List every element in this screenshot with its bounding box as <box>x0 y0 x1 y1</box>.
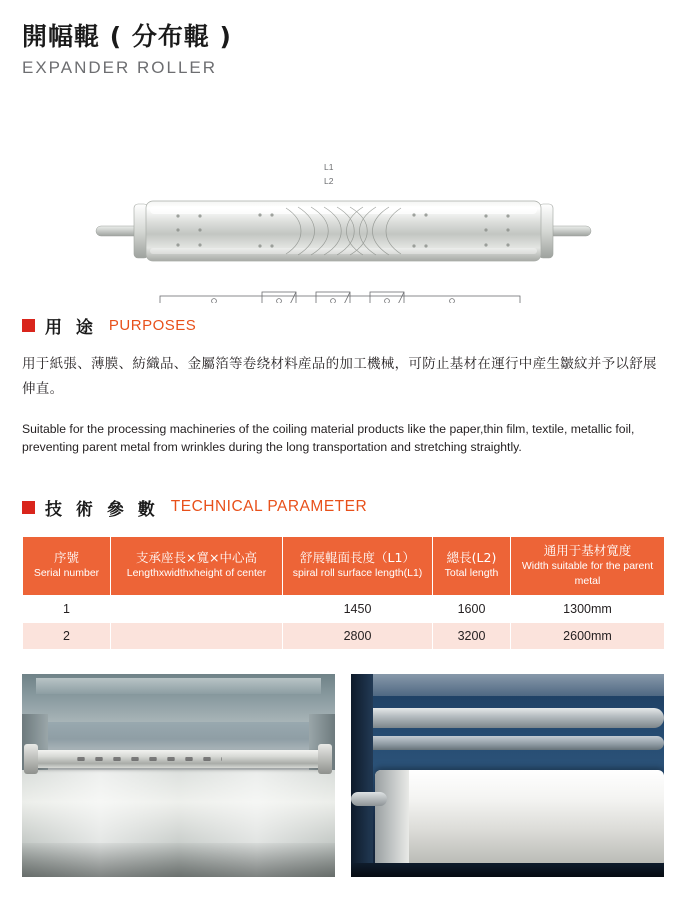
cell-r1-c3: 3200 <box>433 622 511 649</box>
table-header-cell-2 <box>283 536 433 595</box>
red-square-bullet-icon-2 <box>22 501 35 514</box>
cell-r1-c4: 2600mm <box>511 622 665 649</box>
photo2-light-strip <box>351 674 664 696</box>
technical-heading-en: TECHNICAL PARAMETER <box>170 498 368 516</box>
purposes-body-en-line2: preventing parent metal from wrinkles during the long transportation and stretching straightly. <box>22 440 522 455</box>
cell-r0-c1 <box>111 595 283 622</box>
page-title-en: EXPANDER ROLLER <box>22 58 218 77</box>
photo-film-roll-on-machine <box>351 674 664 877</box>
photo2-film-roll <box>375 770 664 866</box>
header-cn-2: 舒展輥面長度（L1） <box>300 549 415 565</box>
cell-r0-c4: 1300mm <box>511 595 665 622</box>
schematic-holes <box>212 299 455 303</box>
header-en-4: Width suitable for the parent metal <box>521 560 654 587</box>
photo-expander-roller-on-metallic-web <box>22 674 335 877</box>
cell-r1-c1 <box>111 622 283 649</box>
photo2-second-roller <box>351 736 664 750</box>
header-en-2: spiral roll surface length(L1) <box>292 567 423 580</box>
expander-roller-drawing <box>0 88 686 303</box>
dimension-l2-label: L2 <box>324 176 334 186</box>
purposes-body-en-line1: Suitable for the processing machineries of the coiling material products like the paper,thin film, textile, metallic foil, <box>22 421 635 436</box>
red-square-bullet-icon <box>22 319 35 332</box>
photo2-floor <box>351 863 664 877</box>
header-en-0: Serial number <box>33 567 100 580</box>
photo1-expander-roller <box>28 750 328 768</box>
purposes-body-cn: 用于紙張、薄膜、紡織品、金屬箔等卷绕材料産品的加工機械，可防止基材在運行中産生皺紋并予以舒展伸直。 <box>22 356 657 397</box>
purposes-body-en <box>22 420 664 457</box>
photo2-roll-shaft <box>351 792 387 806</box>
table-row <box>23 622 665 649</box>
page-header <box>0 0 686 78</box>
photo1-bearing-left <box>24 744 38 774</box>
technical-heading-cn: 技 術 參 數 <box>45 499 159 520</box>
roller-schematic <box>118 292 562 303</box>
page-title-cn: 開幅輥 ( 分布輥 ) <box>22 22 232 51</box>
header-en-3: Total length <box>444 567 499 580</box>
cell-r0-c2: 1450 <box>283 595 433 622</box>
photo1-roller-holes <box>72 757 222 761</box>
table-header-cell-4 <box>511 536 665 595</box>
table-header-cell-3 <box>433 536 511 595</box>
table-header-cell-1 <box>111 536 283 595</box>
header-cn-0: 序號 <box>53 549 79 565</box>
dimension-l1-label: L1 <box>324 162 334 172</box>
product-illustration <box>0 88 686 303</box>
table-header-cell-0 <box>23 536 111 595</box>
photo2-machine-frame <box>351 674 373 877</box>
spec-table-wrapper <box>22 536 664 650</box>
purposes-heading-cn: 用 途 <box>45 318 97 338</box>
purposes-heading <box>22 303 686 338</box>
header-cn-3: 總長(L2) <box>446 549 497 565</box>
spec-table <box>22 536 665 650</box>
photo1-material-web <box>22 770 335 877</box>
photo1-bearing-right <box>318 744 332 774</box>
purposes-heading-en: PURPOSES <box>108 317 197 334</box>
header-cn-1: 支承座長×寬×中心高 <box>136 549 257 565</box>
header-en-1: Lengthxwidthxheight of center <box>126 567 267 580</box>
table-header-row <box>23 536 665 595</box>
cell-r1-c0: 2 <box>23 622 111 649</box>
photo-gallery <box>22 674 664 877</box>
header-cn-4: 通用于基材寬度 <box>543 542 632 558</box>
roller-3d-view <box>96 201 591 261</box>
cell-r1-c2: 2800 <box>283 622 433 649</box>
technical-heading <box>22 485 686 520</box>
photo1-light-fixture <box>36 678 321 694</box>
photo2-upper-roller <box>351 708 664 728</box>
cell-r0-c0: 1 <box>23 595 111 622</box>
cell-r0-c3: 1600 <box>433 595 511 622</box>
table-row <box>23 595 665 622</box>
